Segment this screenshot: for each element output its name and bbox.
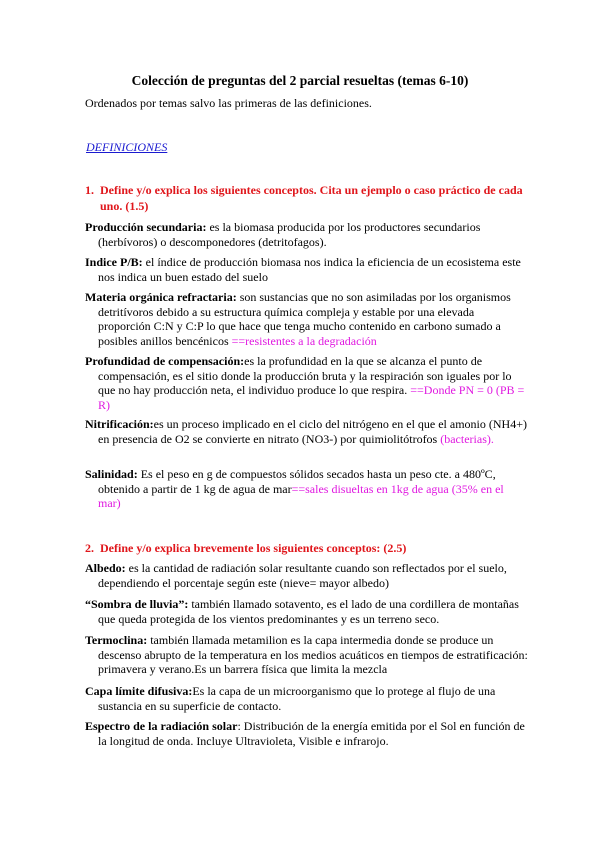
definition-text: Es la capa de un microorganismo que lo protege al flujo de una sustancia en su superficie de contacto.: [98, 684, 496, 713]
definiciones-link[interactable]: DEFINICIONES: [86, 140, 168, 154]
definition-note: ==resistentes a la degradación: [231, 333, 377, 348]
definition-term: Indice P/B:: [85, 255, 143, 269]
definition-term: “Sombra de lluvia”:: [85, 597, 189, 611]
definition-entry: [85, 417, 528, 446]
definition-term: Espectro de la radiación solar: [85, 719, 238, 733]
document-title: Colección de preguntas del 2 parcial resueltas (temas 6-10): [131, 73, 469, 88]
question-number: 1.: [85, 183, 94, 197]
definition-term: Albedo:: [85, 561, 126, 575]
definition-term: Capa límite difusiva:: [85, 684, 193, 698]
definition-note: (bacterias).: [440, 431, 494, 446]
definition-term: Termoclina:: [85, 633, 148, 647]
definition-note: ==sales disueltas en 1kg de agua (35% en el mar): [98, 481, 504, 510]
definition-text: también llamado sotavento, es el lado de una cordillera de montañas que queda protegida de los vientos predominantes y es un terreno seco.: [98, 597, 519, 626]
definition-entry: [85, 255, 528, 284]
definition-entry: [85, 561, 528, 590]
definition-text: también llamada metamilion es la capa intermedia donde se produce un descenso abrupto de la temperatura en los medios acuáticos en tiempos de estratificación: primavera y verano.Es un barrera física que limita la mezcla: [98, 633, 528, 676]
definition-text: son sustancias que no son asimiladas por los organismos detritívoros debido a su estructura química compleja y estable por una elevada proporción C:N y C:P lo que hace que tenga mucho contenido en carbono sumado a posibles anillos bencénicos: [98, 290, 511, 348]
question-text: Define y/o explica brevemente los siguientes conceptos: (2.5): [100, 541, 407, 555]
definition-text: Es el peso en g de compuestos sólidos secados hasta un peso cte. a 480ºC, obtenido a partir de 1 kg de agua de mar: [98, 467, 496, 496]
definition-entry: [85, 467, 528, 511]
definition-term: Materia orgánica refractaria:: [85, 290, 237, 304]
definition-entry: [85, 684, 528, 713]
document-subtitle: Ordenados por temas salvo las primeras de las definiciones.: [85, 96, 372, 110]
definition-entry: [85, 354, 528, 412]
question-number: 2.: [85, 541, 94, 555]
question-1-heading: [85, 182, 525, 214]
definition-text: es un proceso implicado en el ciclo del nitrógeno en el que el amonio (NH4+) en presencia de O2 se convierte en nitrato (NO3-) por quimiolitótrofos: [98, 417, 527, 446]
definition-text: el índice de producción biomasa nos indica la eficiencia de un ecosistema este nos indica un buen estado del suelo: [98, 255, 521, 284]
definition-term: Producción secundaria:: [85, 220, 207, 234]
question-2-heading: [85, 540, 525, 556]
definition-term: Profundidad de compensación:: [85, 354, 245, 368]
definition-text: : Distribución de la energía emitida por el Sol en función de la longitud de onda. Incluye Ultravioleta, Visible e infrarojo.: [98, 719, 525, 748]
definition-entry: [85, 290, 528, 348]
definition-text: es la profundidad en la que se alcanza el punto de compensación, es el sitio donde la producción bruta y la respiración son iguales por lo que no hay producción neta, el individuo produce lo que respira.: [98, 354, 512, 397]
definition-entry: [85, 220, 528, 249]
definition-term: Salinidad:: [85, 467, 138, 481]
definition-text: es la biomasa producida por los productores secundarios (herbívoros) o descomponedores (detritofagos).: [98, 220, 481, 249]
definition-term: Nitrificación:: [85, 417, 154, 431]
definition-note: ==Donde PN = 0 (PB = R): [98, 383, 525, 412]
definition-entry: [85, 719, 528, 748]
definition-entry: [85, 597, 528, 626]
definition-text: es la cantidad de radiación solar resultante cuando son reflectados por el suelo, dependiendo el porcentaje según este (nieve= mayor albedo): [98, 561, 507, 590]
question-text: Define y/o explica los siguientes conceptos. Cita un ejemplo o caso práctico de cada uno. (1.5): [100, 183, 523, 213]
definition-entry: [85, 633, 528, 677]
